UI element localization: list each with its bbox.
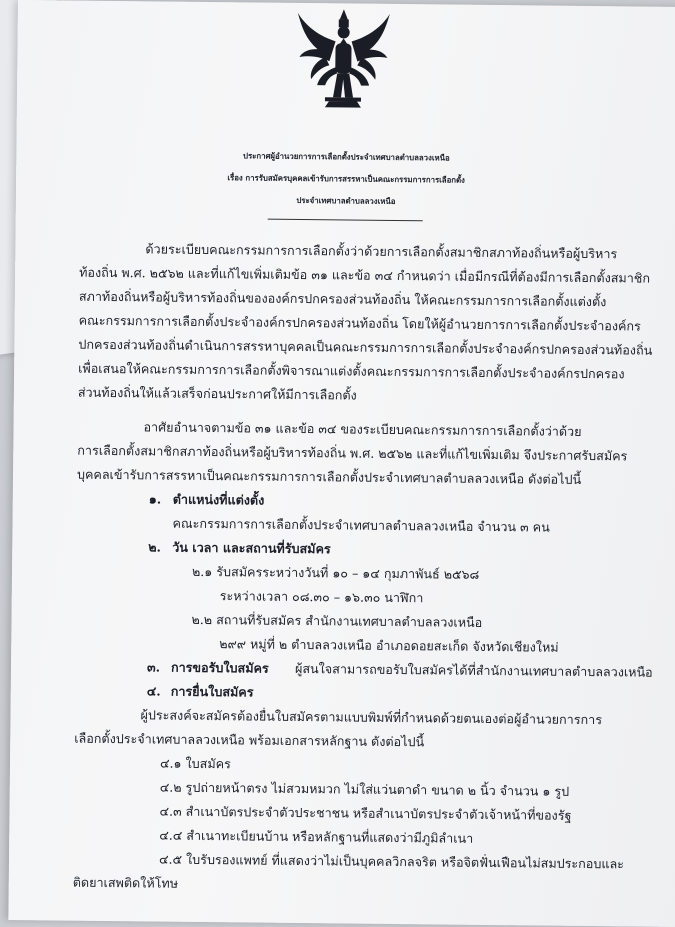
- section-3-heading: การขอรับใบสมัคร: [170, 659, 269, 676]
- section-3-body: ผู้สนใจสามารถขอรับใบสมัครได้ที่สำนักงานเทศบาลตำบลลวงเหนือ: [294, 660, 653, 680]
- para2-line: บุคคลเข้ารับการสรรหาเป็นคณะกรรมการการเลือกตั้งประจำเทศบาลตำบลลวงเหนือ ดังต่อไปนี้: [76, 466, 582, 487]
- section-2-1-time: ระหว่างเวลา ๐๘.๓๐ – ๑๖.๓๐ นาฬิกา: [219, 588, 424, 606]
- section-4-intro: ผู้ประสงค์จะสมัครต้องยื่นใบสมัครตามแบบพิมพ์ที่กำหนดด้วยตนเองต่อผู้อำนวยการการ: [140, 707, 603, 728]
- section-2-heading: วัน เวลา และสถานที่รับสมัคร: [172, 539, 331, 557]
- section-4-item: ๔.๓ สำเนาบัตรประจำตัวประชาชน หรือสำเนาบัตรประจำตัวเจ้าหน้าที่ของรัฐ: [159, 803, 572, 823]
- document-page: [8, 0, 675, 927]
- para1-line: เพื่อเสนอให้คณะกรรมการการเลือกตั้งพิจารณาแต่งตั้งคณะกรรมการการเลือกตั้งประจำองค์กรปกครอง: [78, 360, 625, 382]
- section-4-item: ๔.๑ ใบสมัคร: [159, 755, 231, 772]
- section-4-item: ๔.๔ สำเนาทะเบียนบ้าน หรือหลักฐานที่แสดงว่ามีภูมิลำเนา: [159, 827, 474, 846]
- title-divider: [268, 219, 423, 222]
- section-3-number: ๓.: [146, 659, 161, 675]
- section-1-body: คณะกรรมการการเลือกตั้งประจำเทศบาลตำบลลวงเหนือ จำนวน ๓ คน: [172, 515, 550, 535]
- announcement-subject: เรื่อง การรับสมัครบุคคลเข้ารับการสรรหาเป็นคณะกรรมการการเลือกตั้ง: [227, 173, 465, 185]
- section-2-2-place: ๒.๒ สถานที่รับสมัคร สำนักงานเทศบาลตำบลลวงเหนือ: [191, 611, 483, 630]
- announcement-subject-cont: ประจำเทศบาลตำบลลวงเหนือ: [296, 195, 396, 206]
- para1-line: ส่วนท้องถิ่นให้แล้วเสร็จก่อนประกาศให้มีการเลือกตั้ง: [77, 384, 357, 403]
- section-4-item: ๔.๒ รูปถ่ายหน้าตรง ไม่สวมหมวก ไม่ใส่แว่นตาดำ ขนาด ๒ นิ้ว จำนวน ๑ รูป: [159, 779, 570, 799]
- section-1-heading: ตำแหน่งที่แต่งตั้ง: [172, 491, 265, 508]
- para2-line: อาศัยอำนาจตามข้อ ๓๑ และข้อ ๓๔ ของระเบียบคณะกรรมการการเลือกตั้งว่าด้วย: [143, 419, 582, 439]
- section-4-intro-cont: เลือกตั้งประจำเทศบาลลวงเหนือ พร้อมเอกสารหลักฐาน ดังต่อไปนี้: [74, 730, 425, 750]
- para1-line: คณะกรรมการการเลือกตั้งประจำองค์กรปกครองส่วนท้องถิ่น โดยให้ผู้อำนวยการการเลือกตั้งประจำองค์กร: [78, 312, 641, 334]
- section-4-number: ๔.: [146, 683, 161, 699]
- announcement-title: ประกาศผู้อำนวยการการเลือกตั้งประจำเทศบาลตำบลลวงเหนือ: [243, 151, 450, 163]
- section-4-item-cont: ติดยาเสพติดให้โทษ: [72, 874, 179, 891]
- section-2-2-address: ๒๙๙ หมู่ที่ ๒ ตำบลลวงเหนือ อำเภอดอยสะเก็ด จังหวัดเชียงใหม่: [219, 636, 559, 655]
- section-4-item: ๔.๕ ใบรับรองแพทย์ ที่แสดงว่าไม่เป็นบุคคลวิกลจริต หรือจิตฟั่นเฟือนไม่สมประกอบและ: [158, 851, 625, 872]
- para1-line: ท้องถิ่น พ.ศ. ๒๕๖๒ และที่แก้ไขเพิ่มเติมข้อ ๓๑ และข้อ ๓๔ กำหนดว่า เมื่อมีกรณีที่ต้องมีการเลือกตั้งสมาชิก: [79, 264, 651, 286]
- para1-line: สภาท้องถิ่นหรือผู้บริหารท้องถิ่นขององค์กรปกครองส่วนท้องถิ่น ให้คณะกรรมการการเลือกตั้งแต่งตั้ง: [78, 288, 607, 310]
- section-4-heading: การยื่นใบสมัคร: [170, 683, 254, 700]
- garuda-emblem-icon: [295, 5, 392, 110]
- section-1-number: ๑.: [148, 491, 162, 507]
- section-2-number: ๒.: [148, 539, 162, 555]
- para1-line: ด้วยระเบียบคณะกรรมการการเลือกตั้งว่าด้วยการเลือกตั้งสมาชิกสภาท้องถิ่นหรือผู้บริหาร: [145, 241, 618, 262]
- para1-line: ปกครองส่วนท้องถิ่นดำเนินการสรรหาบุคคลเป็นคณะกรรมการการเลือกตั้งประจำองค์กรปกครองส่วนท้องถิ่น: [78, 336, 653, 358]
- para2-line: การเลือกตั้งสมาชิกสภาท้องถิ่นหรือผู้บริหารท้องถิ่น พ.ศ. ๒๕๖๒ และที่แก้ไขเพิ่มเติม จึงประกาศรับสมัคร: [77, 442, 628, 464]
- section-2-1-dates: ๒.๑ รับสมัครระหว่างวันที่ ๑๐ – ๑๔ กุมภาพันธ์ ๒๕๖๘: [191, 563, 480, 582]
